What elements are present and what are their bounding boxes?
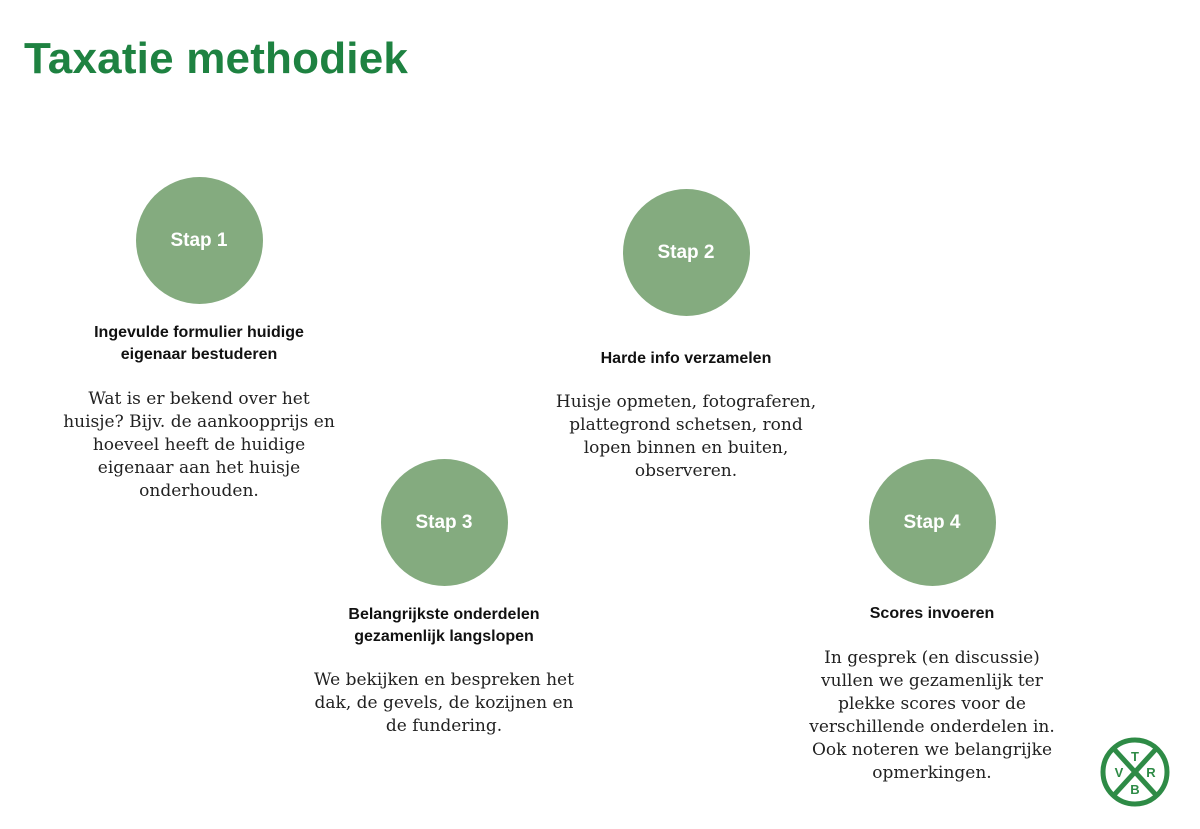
step-1-heading: Ingevulde formulier huidige eigenaar bestuderen <box>94 324 304 363</box>
step-4-circle: Stap 4 <box>869 459 996 586</box>
step-4-heading: Scores invoeren <box>869 605 995 622</box>
logo-letter-bottom: B <box>1130 782 1140 797</box>
step-4 <box>782 459 1082 785</box>
logo-letter-left: V <box>1114 765 1124 780</box>
step-2-description: Huisje opmeten, fotograferen, plattegrond schetsen, rond lopen binnen en buiten, observeren. <box>555 392 817 481</box>
step-1-circle: Stap 1 <box>136 177 263 304</box>
step-3-description: We bekijken en bespreken het dak, de gevels, de kozijnen en de fundering. <box>314 670 574 736</box>
logo-letter-top: T <box>1131 749 1139 764</box>
step-1 <box>49 177 349 503</box>
step-4-description: In gesprek (en discussie) vullen we gezamenlijk ter plekke scores voor de verschillende onderdelen in. Ook noteren we belangrijke opmerkingen. <box>809 648 1055 783</box>
step-2-circle: Stap 2 <box>623 189 750 316</box>
page-title: Taxatie methodiek <box>24 34 409 83</box>
step-2 <box>536 189 836 483</box>
association-logo-icon <box>1099 736 1171 808</box>
step-2-heading: Harde info verzamelen <box>600 350 772 367</box>
step-3-heading: Belangrijkste onderdelen gezamenlijk langslopen <box>348 606 540 645</box>
logo-letter-right: R <box>1146 765 1156 780</box>
step-3 <box>294 459 594 738</box>
step-1-description: Wat is er bekend over het huisje? Bijv. de aankoopprijs en hoeveel heeft de huidige eigenaar aan het huisje onderhouden. <box>63 389 335 501</box>
step-3-circle: Stap 3 <box>381 459 508 586</box>
